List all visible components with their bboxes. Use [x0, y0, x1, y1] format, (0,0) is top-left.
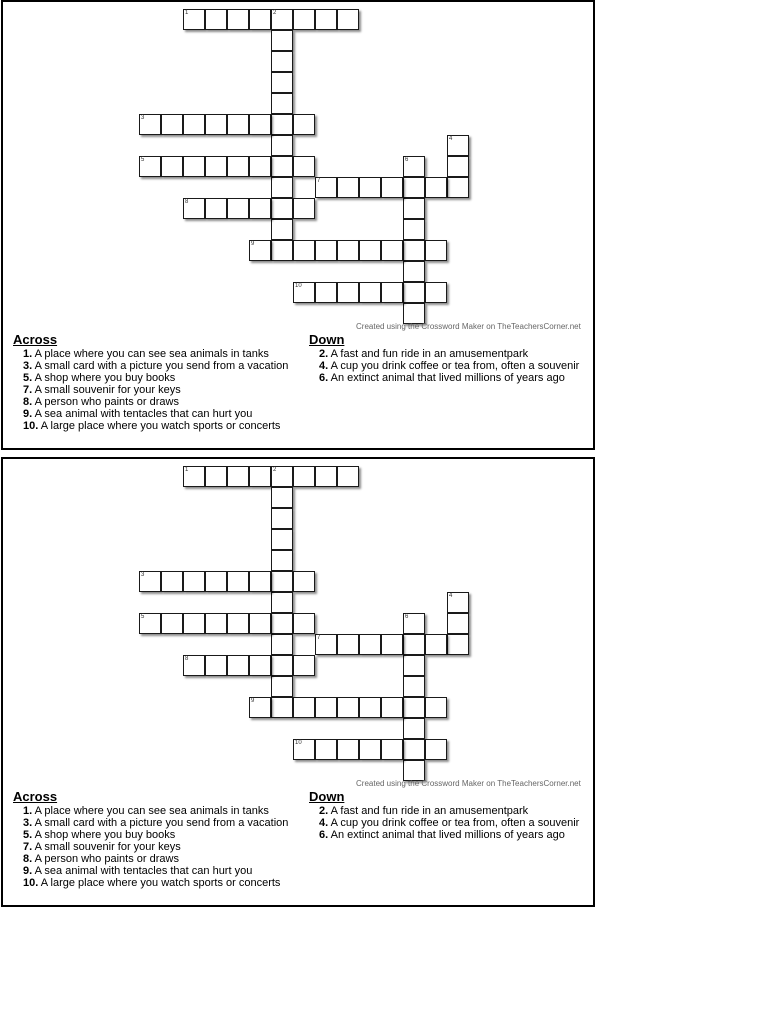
clue-across-5: 5. A shop where you buy books: [23, 372, 176, 384]
crossword-cell[interactable]: [447, 634, 469, 655]
crossword-cell[interactable]: [249, 156, 271, 177]
crossword-cell[interactable]: [271, 529, 293, 550]
crossword-cell[interactable]: [425, 739, 447, 760]
crossword-cell[interactable]: [249, 114, 271, 135]
crossword-cell[interactable]: [183, 114, 205, 135]
crossword-cell[interactable]: [447, 156, 469, 177]
clue-down-4: 4. A cup you drink coffee or tea from, often a souvenir: [319, 817, 580, 829]
cell-number: 6: [405, 614, 409, 620]
crossword-cell[interactable]: [161, 114, 183, 135]
cell-number: 4: [449, 593, 453, 599]
crossword-cell[interactable]: [227, 198, 249, 219]
crossword-cell[interactable]: [425, 282, 447, 303]
crossword-cell[interactable]: [271, 93, 293, 114]
crossword-cell[interactable]: [403, 303, 425, 324]
crossword-cell[interactable]: [271, 487, 293, 508]
crossword-cell[interactable]: [271, 697, 293, 718]
crossword-cell[interactable]: [403, 634, 425, 655]
crossword-cell[interactable]: [425, 634, 447, 655]
crossword-cell[interactable]: [227, 114, 249, 135]
crossword-cell[interactable]: [293, 114, 315, 135]
crossword-cell[interactable]: [161, 613, 183, 634]
crossword-cell[interactable]: [337, 466, 359, 487]
cell-number: 5: [141, 614, 145, 620]
credit-text: Created using the Crossword Maker on TheTeachersCorner.net: [356, 779, 581, 788]
cell-number: 8: [185, 656, 189, 662]
crossword-cell[interactable]: [139, 156, 161, 177]
crossword-cell[interactable]: [337, 739, 359, 760]
crossword-cell[interactable]: [315, 634, 337, 655]
cell-number: 2: [273, 10, 277, 16]
cell-number: 1: [185, 467, 189, 473]
crossword-cell[interactable]: [139, 613, 161, 634]
down-clues: [309, 332, 599, 384]
crossword-cell[interactable]: [315, 9, 337, 30]
crossword-cell[interactable]: [315, 697, 337, 718]
crossword-panel-2: [1, 457, 595, 907]
crossword-cell[interactable]: [381, 697, 403, 718]
crossword-cell[interactable]: [227, 655, 249, 676]
crossword-cell[interactable]: [183, 571, 205, 592]
crossword-cell[interactable]: [403, 177, 425, 198]
crossword-cell[interactable]: [425, 697, 447, 718]
across-clues: [13, 332, 295, 432]
crossword-cell[interactable]: [293, 697, 315, 718]
crossword-cell[interactable]: [293, 198, 315, 219]
crossword-cell[interactable]: [359, 240, 381, 261]
crossword-cell[interactable]: [227, 571, 249, 592]
crossword-cell[interactable]: [249, 9, 271, 30]
cell-number: 2: [273, 467, 277, 473]
crossword-cell[interactable]: [403, 760, 425, 781]
crossword-cell[interactable]: [447, 177, 469, 198]
crossword-cell[interactable]: [271, 655, 293, 676]
crossword-cell[interactable]: [447, 135, 469, 156]
crossword-cell[interactable]: [271, 177, 293, 198]
crossword-cell[interactable]: [403, 219, 425, 240]
crossword-cell[interactable]: [359, 697, 381, 718]
crossword-cell[interactable]: [271, 72, 293, 93]
crossword-cell[interactable]: [293, 240, 315, 261]
crossword-cell[interactable]: [139, 114, 161, 135]
crossword-cell[interactable]: [359, 739, 381, 760]
crossword-cell[interactable]: [337, 634, 359, 655]
crossword-cell[interactable]: [359, 282, 381, 303]
crossword-cell[interactable]: [315, 177, 337, 198]
crossword-panel-1: [1, 0, 595, 450]
down-heading: Down: [309, 789, 345, 804]
crossword-cell[interactable]: [183, 198, 205, 219]
crossword-cell[interactable]: [293, 9, 315, 30]
crossword-cell[interactable]: [403, 655, 425, 676]
crossword-cell[interactable]: [205, 613, 227, 634]
crossword-cell[interactable]: [425, 240, 447, 261]
crossword-cell[interactable]: [271, 135, 293, 156]
crossword-cell[interactable]: [293, 655, 315, 676]
cell-number: 1: [185, 10, 189, 16]
clue-across-9: 9. A sea animal with tentacles that can hurt you: [23, 408, 253, 420]
crossword-cell[interactable]: [139, 571, 161, 592]
cell-number: 4: [449, 136, 453, 142]
crossword-cell[interactable]: [249, 655, 271, 676]
cell-number: 7: [317, 178, 321, 184]
across-heading: Across: [13, 332, 58, 347]
crossword-cell[interactable]: [161, 571, 183, 592]
crossword-cell[interactable]: [403, 676, 425, 697]
crossword-cell[interactable]: [293, 613, 315, 634]
clue-across-10: 10. A large place where you watch sports or concerts: [23, 877, 281, 889]
cell-number: 6: [405, 157, 409, 163]
cell-number: 9: [251, 241, 255, 247]
crossword-cell[interactable]: [403, 613, 425, 634]
crossword-cell[interactable]: [183, 655, 205, 676]
crossword-cell[interactable]: [227, 156, 249, 177]
crossword-cell[interactable]: [271, 634, 293, 655]
crossword-cell[interactable]: [381, 240, 403, 261]
crossword-cell[interactable]: [425, 177, 447, 198]
credit-text: Created using the Crossword Maker on TheTeachersCorner.net: [356, 322, 581, 331]
crossword-cell[interactable]: [315, 739, 337, 760]
cell-number: 3: [141, 115, 145, 121]
crossword-cell[interactable]: [315, 282, 337, 303]
cell-number: 5: [141, 157, 145, 163]
crossword-cell[interactable]: [337, 240, 359, 261]
crossword-cell[interactable]: [403, 718, 425, 739]
crossword-cell[interactable]: [403, 261, 425, 282]
crossword-cell[interactable]: [271, 240, 293, 261]
crossword-cell[interactable]: [403, 198, 425, 219]
crossword-cell[interactable]: [271, 219, 293, 240]
crossword-cell[interactable]: [183, 9, 205, 30]
crossword-cell[interactable]: [359, 634, 381, 655]
clue-down-2: 2. A fast and fun ride in an amusementpark: [319, 348, 529, 360]
clue-down-6: 6. An extinct animal that lived millions of years ago: [319, 372, 565, 384]
crossword-cell[interactable]: [271, 156, 293, 177]
crossword-cell[interactable]: [447, 613, 469, 634]
clue-across-8: 8. A person who paints or draws: [23, 853, 179, 865]
crossword-cell[interactable]: [293, 466, 315, 487]
clue-across-7: 7. A small souvenir for your keys: [23, 841, 181, 853]
clue-across-7: 7. A small souvenir for your keys: [23, 384, 181, 396]
clue-across-10: 10. A large place where you watch sports or concerts: [23, 420, 281, 432]
crossword-cell[interactable]: [183, 466, 205, 487]
crossword-cell[interactable]: [271, 508, 293, 529]
crossword-cell[interactable]: [183, 156, 205, 177]
crossword-cell[interactable]: [205, 156, 227, 177]
across-clues: [13, 789, 295, 889]
down-clues: [309, 789, 599, 841]
crossword-cell[interactable]: [271, 550, 293, 571]
crossword-cell[interactable]: [293, 571, 315, 592]
crossword-cell[interactable]: [271, 613, 293, 634]
crossword-cell[interactable]: [205, 571, 227, 592]
clue-across-3: 3. A small card with a picture you send from a vacation: [23, 817, 289, 829]
crossword-cell[interactable]: [271, 9, 293, 30]
clue-down-4: 4. A cup you drink coffee or tea from, often a souvenir: [319, 360, 580, 372]
crossword-cell[interactable]: [337, 697, 359, 718]
cell-number: 9: [251, 698, 255, 704]
crossword-cell[interactable]: [205, 114, 227, 135]
cell-number: 10: [295, 283, 302, 289]
across-heading: Across: [13, 789, 58, 804]
crossword-cell[interactable]: [315, 466, 337, 487]
crossword-cell[interactable]: [227, 9, 249, 30]
crossword-cell[interactable]: [315, 240, 337, 261]
crossword-cell[interactable]: [249, 697, 271, 718]
crossword-cell[interactable]: [381, 634, 403, 655]
clue-across-1: 1. A place where you can see sea animals in tanks: [23, 805, 269, 817]
clue-across-5: 5. A shop where you buy books: [23, 829, 176, 841]
down-heading: Down: [309, 332, 345, 347]
crossword-cell[interactable]: [403, 697, 425, 718]
crossword-cell[interactable]: [249, 240, 271, 261]
cell-number: 10: [295, 740, 302, 746]
crossword-cell[interactable]: [271, 571, 293, 592]
crossword-cell[interactable]: [293, 282, 315, 303]
crossword-cell[interactable]: [403, 156, 425, 177]
crossword-cell[interactable]: [337, 9, 359, 30]
crossword-cell[interactable]: [337, 282, 359, 303]
crossword-cell[interactable]: [227, 613, 249, 634]
crossword-cell[interactable]: [271, 676, 293, 697]
crossword-cell[interactable]: [249, 571, 271, 592]
crossword-cell[interactable]: [403, 282, 425, 303]
crossword-cell[interactable]: [271, 114, 293, 135]
crossword-cell[interactable]: [249, 613, 271, 634]
crossword-cell[interactable]: [205, 198, 227, 219]
crossword-cell[interactable]: [249, 198, 271, 219]
clue-across-9: 9. A sea animal with tentacles that can hurt you: [23, 865, 253, 877]
crossword-cell[interactable]: [403, 240, 425, 261]
crossword-cell[interactable]: [293, 739, 315, 760]
crossword-cell[interactable]: [447, 592, 469, 613]
crossword-cell[interactable]: [381, 177, 403, 198]
crossword-grid: [3, 459, 597, 794]
cell-number: 7: [317, 635, 321, 641]
crossword-cell[interactable]: [293, 156, 315, 177]
clue-across-1: 1. A place where you can see sea animals in tanks: [23, 348, 269, 360]
clue-down-2: 2. A fast and fun ride in an amusementpark: [319, 805, 529, 817]
crossword-cell[interactable]: [271, 592, 293, 613]
crossword-cell[interactable]: [271, 198, 293, 219]
crossword-cell[interactable]: [161, 156, 183, 177]
crossword-cell[interactable]: [205, 9, 227, 30]
crossword-cell[interactable]: [183, 613, 205, 634]
clue-across-3: 3. A small card with a picture you send from a vacation: [23, 360, 289, 372]
crossword-grid: [3, 2, 597, 337]
crossword-cell[interactable]: [381, 739, 403, 760]
crossword-cell[interactable]: [205, 466, 227, 487]
cell-number: 8: [185, 199, 189, 205]
crossword-cell[interactable]: [381, 282, 403, 303]
crossword-cell[interactable]: [359, 177, 381, 198]
clue-down-6: 6. An extinct animal that lived millions of years ago: [319, 829, 565, 841]
clue-across-8: 8. A person who paints or draws: [23, 396, 179, 408]
cell-number: 3: [141, 572, 145, 578]
crossword-cell[interactable]: [249, 466, 271, 487]
crossword-cell[interactable]: [271, 30, 293, 51]
crossword-cell[interactable]: [403, 739, 425, 760]
crossword-cell[interactable]: [337, 177, 359, 198]
crossword-cell[interactable]: [227, 466, 249, 487]
crossword-cell[interactable]: [271, 466, 293, 487]
crossword-cell[interactable]: [271, 51, 293, 72]
crossword-cell[interactable]: [205, 655, 227, 676]
